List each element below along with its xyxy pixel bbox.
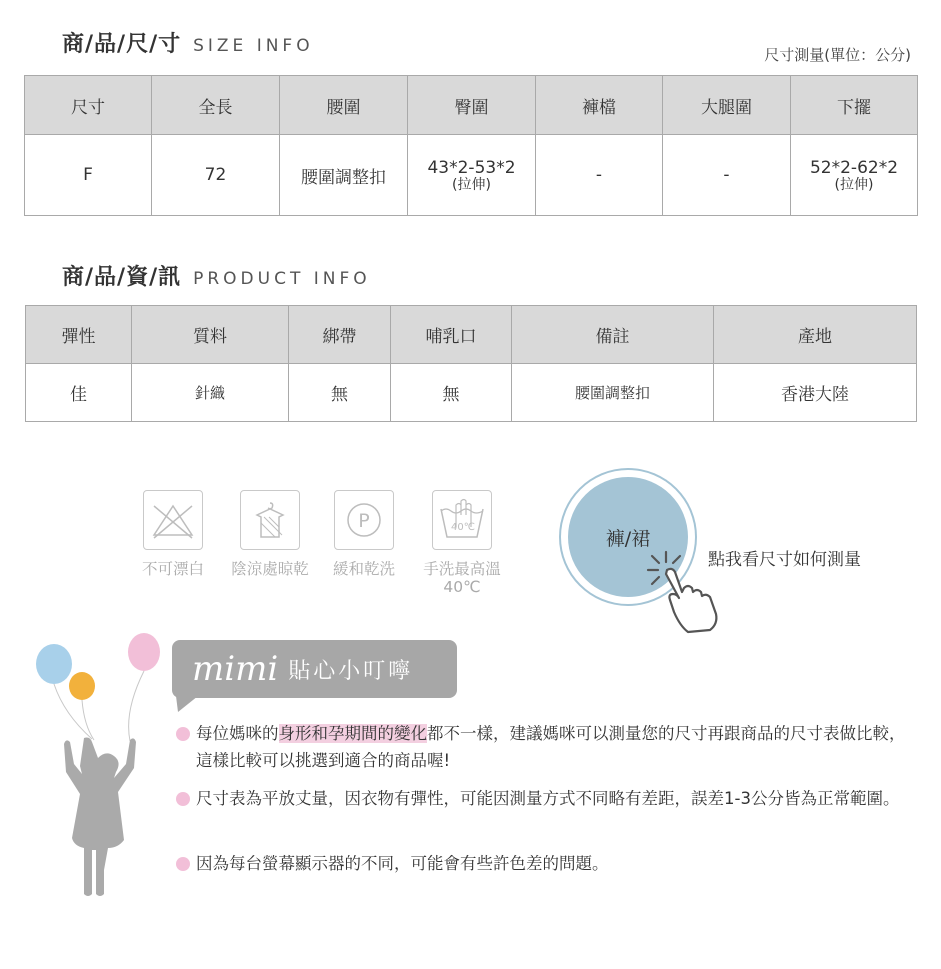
tip-3: 因為每台螢幕顯示器的不同，可能會有些許色差的問題。 (196, 854, 609, 873)
size-title-en: SIZE INFO (193, 36, 314, 56)
balloon-girl-illustration (30, 630, 170, 900)
product-header-cell: 備註 (512, 306, 714, 364)
care-item-shade-dry (230, 490, 310, 578)
size-header-cell: 大腿圍 (663, 76, 791, 135)
hem-note: (拉伸) (834, 177, 874, 193)
product-value-cell: 腰圍調整扣 (512, 364, 714, 422)
length-cell: 72 (152, 135, 280, 216)
size-header-cell: 臀圍 (408, 76, 536, 135)
hip-cell (408, 135, 536, 216)
product-value-cell: 無 (391, 364, 512, 422)
care-item-gentle-dry-clean (324, 490, 404, 578)
tip-1-post: 都不一樣，建議媽咪可以測量您的尺寸再跟商品的尺寸表做比較，這樣比較可以挑選到適合的商品喔! (196, 724, 906, 770)
product-header-cell: 綁帶 (289, 306, 391, 364)
care-label-line1: 手洗最高溫 (423, 560, 501, 578)
size-table-row (25, 135, 918, 216)
hem-cell (791, 135, 918, 216)
measure-circle-label: 褲/裙 (605, 527, 651, 550)
care-label: 不可漂白 (141, 560, 204, 578)
blue-balloon (36, 644, 72, 684)
crotch-cell: - (536, 135, 663, 216)
hand-wash-icon (432, 490, 492, 550)
girl-silhouette (64, 738, 136, 897)
product-value-cell: 無 (289, 364, 391, 422)
product-table (25, 305, 917, 422)
product-table-row (26, 364, 917, 422)
unit-note: 尺寸測量(單位：公分) (764, 46, 911, 64)
tip-1-pre: 每位媽咪的 (196, 724, 279, 743)
product-header-cell: 彈性 (26, 306, 132, 364)
tips-title-text: 貼心小叮嚀 (288, 658, 414, 684)
bubble-tail (172, 696, 202, 716)
orange-balloon (69, 672, 95, 700)
product-table-header-row (26, 306, 917, 364)
care-label: 緩和乾洗 (332, 560, 395, 578)
product-header-cell: 哺乳口 (391, 306, 512, 364)
shade-dry-icon (240, 490, 300, 550)
product-value-cell: 佳 (26, 364, 132, 422)
hip-note: (拉伸) (452, 177, 491, 193)
gentle-dry-clean-icon (334, 490, 394, 550)
hip-value: 43*2-53*2 (427, 158, 516, 178)
product-value-cell: 香港大陸 (714, 364, 917, 422)
size-header-cell: 全長 (152, 76, 280, 135)
product-title-zh: 商/品/資/訊 (62, 265, 182, 290)
measure-link[interactable]: 點我看尺寸如何測量 (708, 550, 861, 570)
tip-1-highlight: 身形和孕期間的變化 (278, 724, 427, 743)
tip-2: 尺寸表為平放丈量，因衣物有彈性，可能因測量方式不同略有差距，誤差1-3公分皆為正常範圍。 (196, 789, 900, 808)
tip-1 (196, 720, 916, 774)
tips-title-bubble (172, 640, 457, 698)
tips-title-mimi: mimi (192, 649, 279, 689)
size-header-cell: 尺寸 (25, 76, 152, 135)
care-label: 陰涼處晾乾 (231, 560, 309, 578)
care-label-line2: 40℃ (443, 578, 481, 596)
tip-bullet (176, 857, 190, 871)
size-header-cell: 腰圍 (280, 76, 408, 135)
tip-bullet (176, 727, 190, 741)
hem-value: 52*2-62*2 (809, 158, 899, 178)
thigh-cell: - (663, 135, 791, 216)
tip-bullet (176, 792, 190, 806)
size-table (24, 75, 918, 216)
hand-wash-temp: 40℃ (451, 522, 475, 533)
product-header-cell: 產地 (714, 306, 917, 364)
size-header-cell: 褲檔 (536, 76, 663, 135)
no-bleach-icon (143, 490, 203, 550)
pink-balloon (128, 633, 160, 671)
size-title-zh: 商/品/尺/寸 (62, 32, 182, 57)
waist-cell: 腰圍調整扣 (280, 135, 408, 216)
product-header-cell: 質料 (132, 306, 289, 364)
size-cell: F (25, 135, 152, 216)
svg-text:P: P (358, 510, 370, 532)
size-section-title (62, 27, 314, 58)
care-item-hand-wash (422, 490, 502, 596)
care-label (422, 560, 502, 596)
size-header-cell: 下擺 (791, 76, 918, 135)
product-section-title (62, 260, 371, 291)
product-title-en: PRODUCT INFO (193, 269, 371, 289)
size-table-header-row (25, 76, 918, 135)
care-item-no-bleach (133, 490, 213, 578)
product-value-cell: 針織 (132, 364, 289, 422)
